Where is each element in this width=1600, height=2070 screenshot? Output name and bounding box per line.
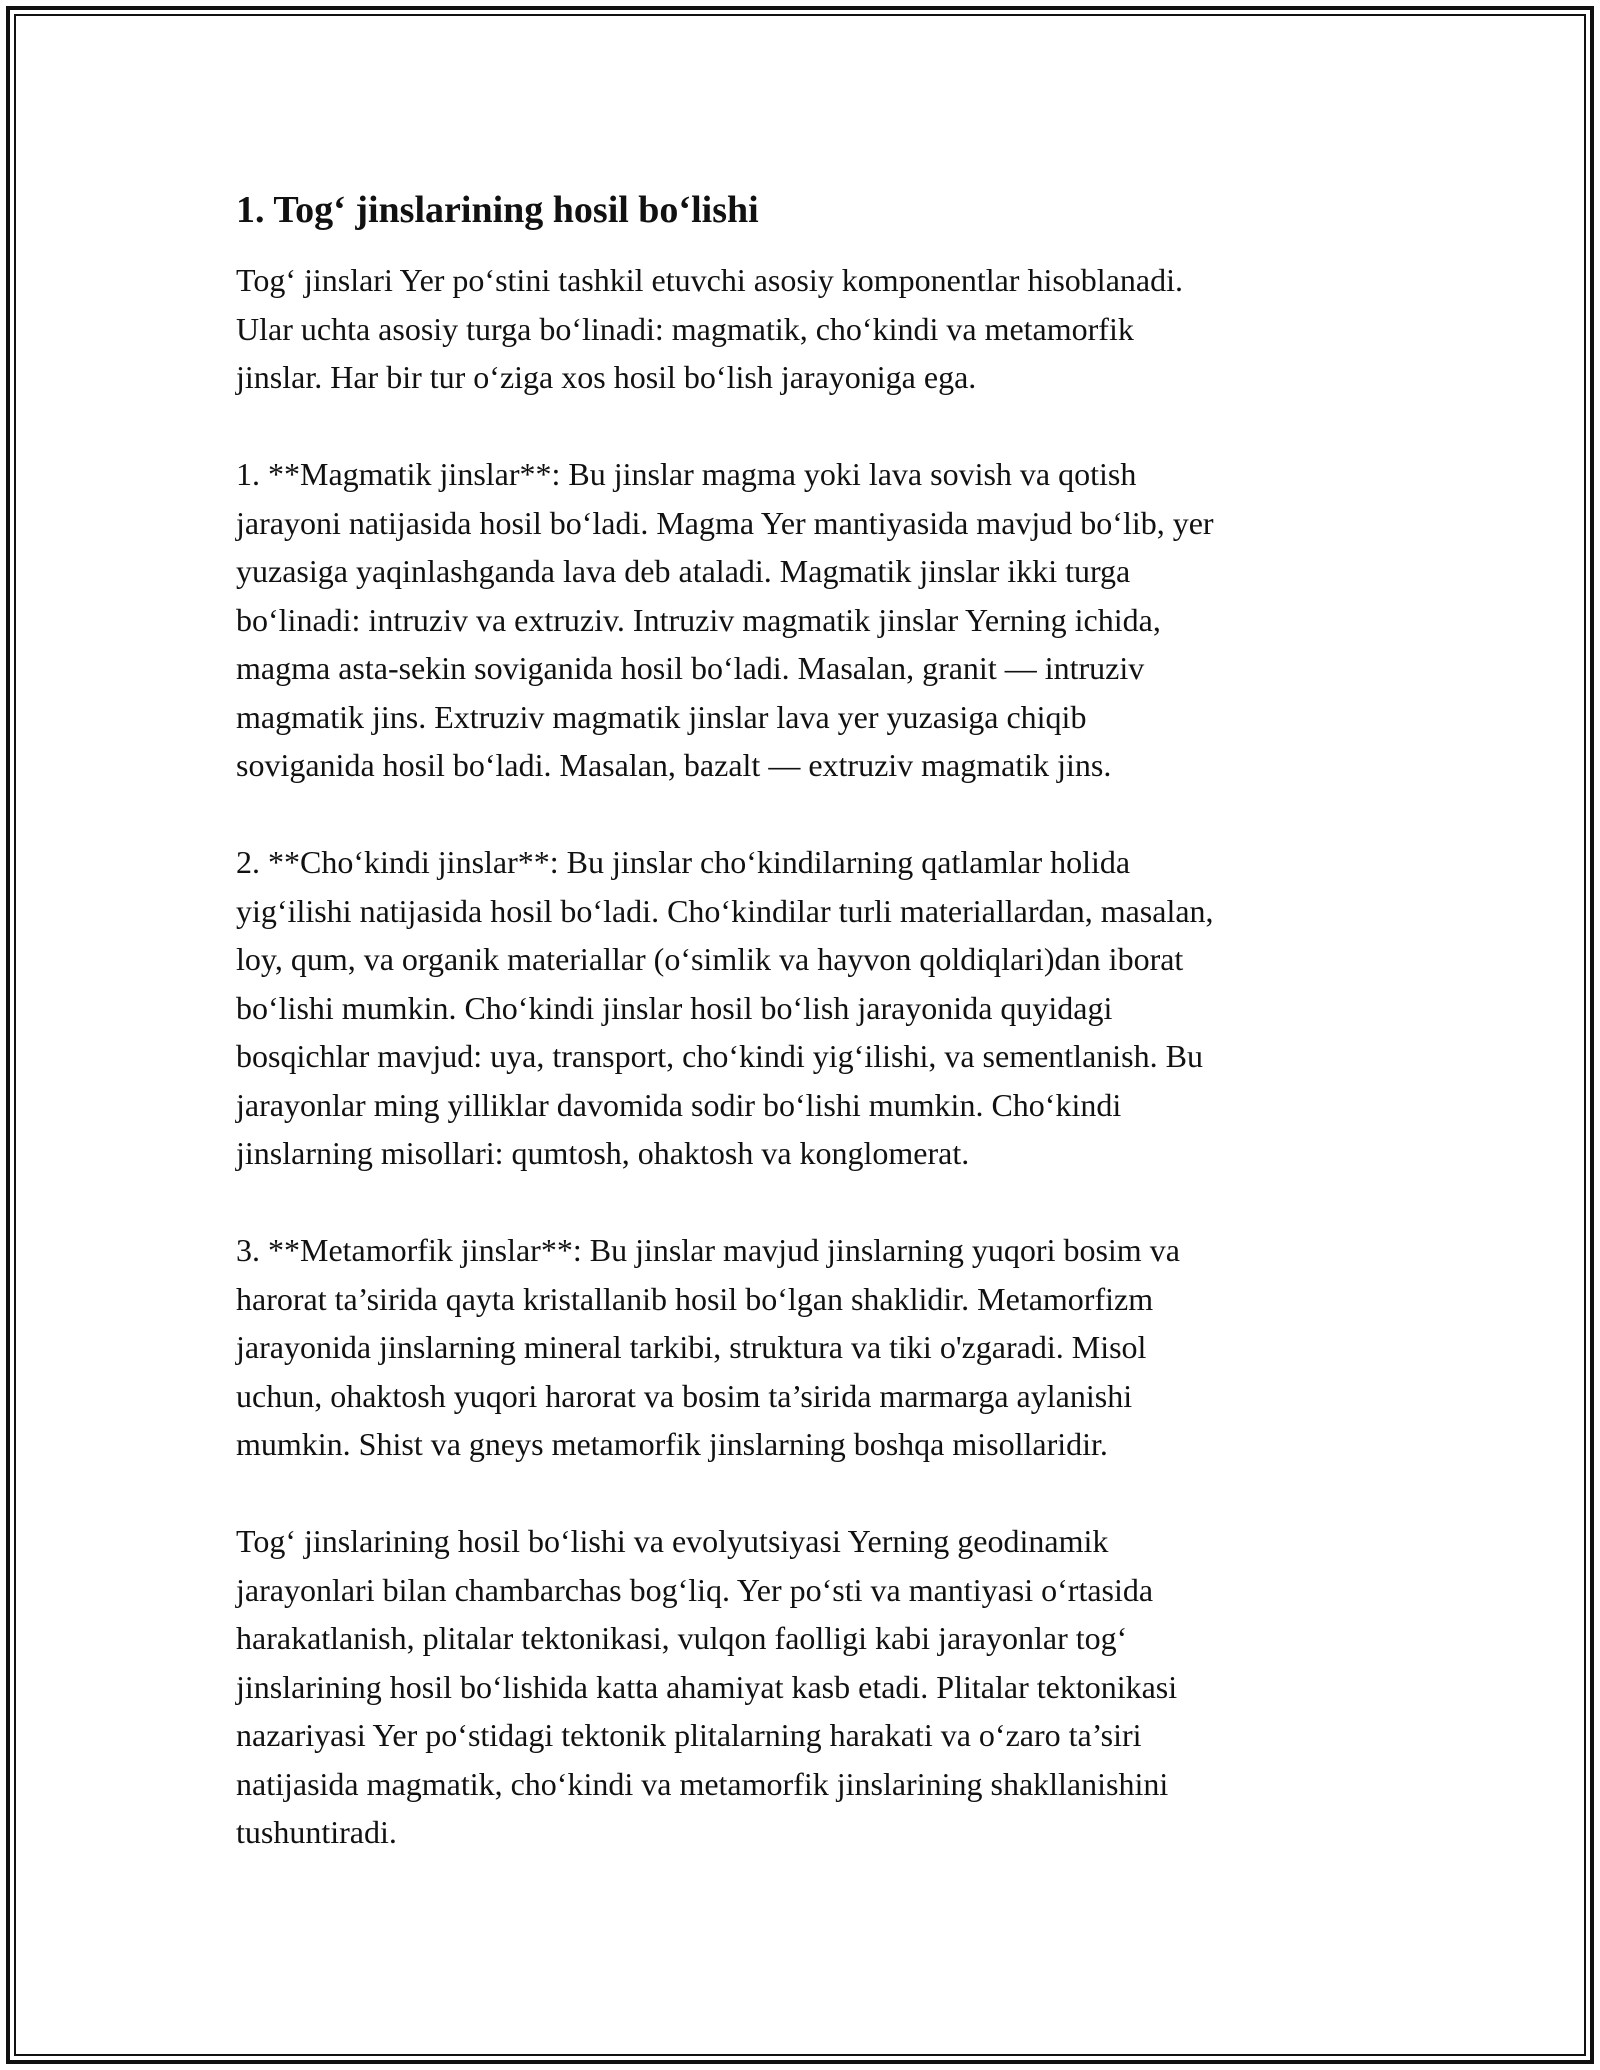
- paragraph: [236, 838, 1376, 1178]
- paragraph: [236, 1226, 1376, 1469]
- paragraph-line: Tog‘ jinslarining hosil bo‘lishi va evolyutsiyasi Yerning geodinamik: [236, 1523, 1109, 1559]
- paragraph-line: magmatik jins. Extruziv magmatik jinslar lava yer yuzasiga chiqib: [236, 698, 1087, 735]
- paragraph-line: natijasida magmatik, cho‘kindi va metamorfik jinslarining shakllanishini: [236, 1765, 1169, 1802]
- paragraph-line: Tog‘ jinslari Yer po‘stini tashkil etuvchi asosiy komponentlar hisoblanadi.: [236, 262, 1183, 298]
- paragraph: [236, 1517, 1376, 1857]
- paragraph-line: jarayoni natijasida hosil bo‘ladi. Magma Yer mantiyasida mavjud bo‘lib, yer: [236, 504, 1214, 541]
- paragraph-line: jarayonlari bilan chambarchas bog‘liq. Yer po‘sti va mantiyasi o‘rtasida: [236, 1571, 1154, 1608]
- paragraph-line: harorat ta’sirida qayta kristallanib hosil bo‘lgan shaklidir. Metamorfizm: [236, 1280, 1154, 1317]
- paragraph-line: uchun, ohaktosh yuqori harorat va bosim ta’sirida marmarga aylanishi: [236, 1377, 1133, 1414]
- paragraph-line: yuzasiga yaqinlashganda lava deb ataladi. Magmatik jinslar ikki turga: [236, 553, 1131, 589]
- paragraph-line: Ular uchta asosiy turga bo‘linadi: magmatik, cho‘kindi va metamorfik: [236, 310, 1134, 347]
- paragraph-line: mumkin. Shist va gneys metamorfik jinslarning boshqa misollaridir.: [236, 1426, 1108, 1462]
- paragraph-line: jinslar. Har bir tur o‘ziga xos hosil bo‘lish jarayoniga ega.: [236, 359, 977, 395]
- paragraph-line: nazariyasi Yer po‘stidagi tektonik plitalarning harakati va o‘zaro ta’siri: [236, 1717, 1142, 1753]
- document-body: [236, 186, 1376, 1905]
- paragraph-line: magma asta-sekin soviganida hosil bo‘ladi. Masalan, granit — intruziv: [236, 650, 1145, 686]
- paragraph: [236, 256, 1376, 402]
- paragraph-line: bosqichlar mavjud: uya, transport, cho‘kindi yig‘ilishi, va sementlanish. Bu: [236, 1038, 1203, 1074]
- paragraph-line: bo‘linadi: intruziv va extruziv. Intruziv magmatik jinslar Yerning ichida,: [236, 601, 1161, 638]
- paragraph-line: yig‘ilishi natijasida hosil bo‘ladi. Cho‘kindilar turli materiallardan, masalan,: [236, 892, 1214, 929]
- paragraph-line: loy, qum, va organik materiallar (o‘simlik va hayvon qoldiqlari)dan iborat: [236, 941, 1184, 977]
- paragraph-line: 3. **Metamorfik jinslar**: Bu jinslar mavjud jinslarning yuqori bosim va: [236, 1232, 1180, 1268]
- page-title: 1. Tog‘ jinslarining hosil bo‘lishi: [236, 189, 759, 231]
- paragraph-line: 2. **Cho‘kindi jinslar**: Bu jinslar cho‘kindilarning qatlamlar holida: [236, 844, 1131, 880]
- paragraph-line: 1. **Magmatik jinslar**: Bu jinslar magma yoki lava sovish va qotish: [236, 456, 1137, 492]
- paragraph-list: [236, 256, 1376, 1857]
- paragraph-line: soviganida hosil bo‘ladi. Masalan, bazalt — extruziv magmatik jins.: [236, 747, 1112, 783]
- paragraph-line: jarayonida jinslarning mineral tarkibi, struktura va tiki o'zgaradi. Misol: [236, 1329, 1147, 1365]
- paragraph-line: tushuntiradi.: [236, 1814, 397, 1850]
- paragraph: [236, 450, 1376, 790]
- paragraph-line: jinslarining hosil bo‘lishida katta ahamiyat kasb etadi. Plitalar tektonikasi: [236, 1668, 1178, 1705]
- paragraph-line: jinslarning misollari: qumtosh, ohaktosh va konglomerat.: [236, 1135, 970, 1171]
- paragraph-line: bo‘lishi mumkin. Cho‘kindi jinslar hosil bo‘lish jarayonida quyidagi: [236, 989, 1113, 1026]
- paragraph-line: harakatlanish, plitalar tektonikasi, vulqon faolligi kabi jarayonlar tog‘: [236, 1620, 1128, 1656]
- paragraph-line: jarayonlar ming yilliklar davomida sodir bo‘lishi mumkin. Cho‘kindi: [236, 1086, 1122, 1123]
